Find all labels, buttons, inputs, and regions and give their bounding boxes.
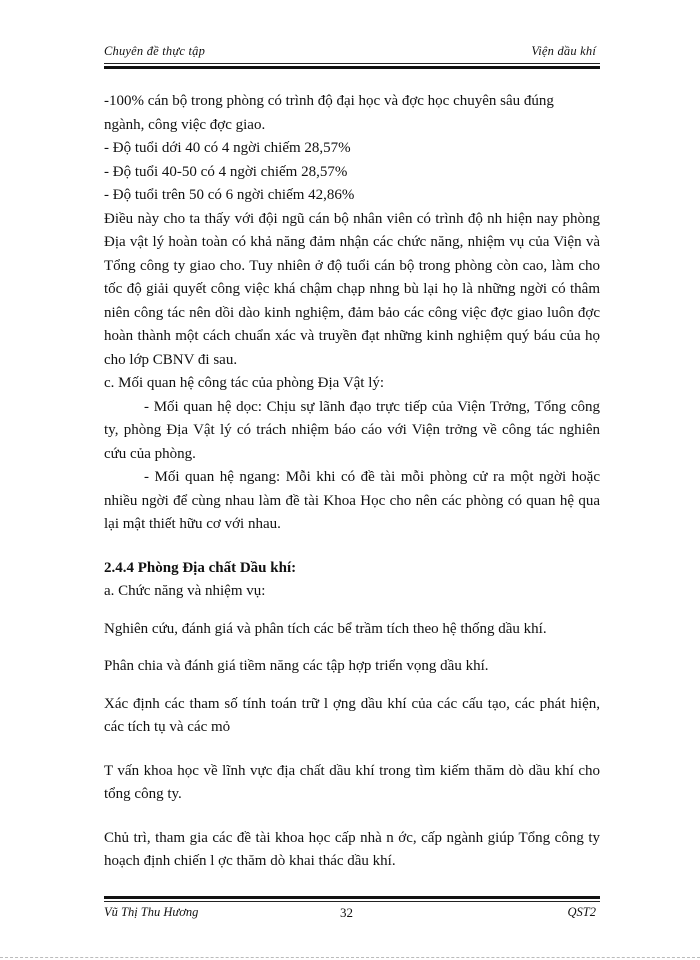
paragraph: Chủ trì, tham gia các đề tài khoa học cấp nhà n ớc, cấp ngành giúp Tổng công ty hoạch định chiến l ợc thăm dò khai thác dầu khí. bbox=[104, 829, 600, 869]
paragraph: Nghiên cứu, đánh giá và phân tích các bể trầm tích theo hệ thống dầu khí. bbox=[104, 620, 547, 637]
paragraph: Điều này cho ta thấy với đội ngũ cán bộ nhân viên có trình độ nh hiện nay phòng Địa vật lý hoàn toàn có khả năng đảm nhận các chức năng, nhiệm vụ của Viện và Tổng công ty giao cho. Tuy nhiên ở độ tuổi cán bộ trong phòng còn cao, làm cho tốc độ giải quyết công việc khá chậm chạp nhng bù lại họ là những ngời có thâm niên công tác nên dồi dào kinh nghiệm, đảm bảo các công việc đợc giao luôn đợc hoàn thành một cách chuẩn xác và truyền đạt những kinh nghiệm quý báu của họ cho lớp CBNV đi sau. bbox=[104, 210, 600, 368]
paragraph: T vấn khoa học về lĩnh vực địa chất dầu khí trong tìm kiếm thăm dò dầu khí cho tổng công ty. bbox=[104, 762, 600, 802]
paragraph: - Mối quan hệ dọc: Chịu sự lãnh đạo trực tiếp của Viện Trởng, Tổng công ty, phòng Địa Vật lý có trách nhiệm báo cáo với Viện trởng về công tác nghiên cứu của phòng. bbox=[104, 398, 600, 462]
subsection-heading: c. Mối quan hệ công tác của phòng Địa Vật lý: bbox=[104, 375, 385, 391]
paragraph: Xác định các tham số tính toán trữ l ợng dầu khí của các cấu tạo, các phát hiện, các tích tụ và các mỏ bbox=[104, 695, 600, 735]
footer-rule-thick bbox=[104, 896, 600, 899]
footer-rule-thin bbox=[104, 901, 600, 902]
page-footer bbox=[104, 905, 600, 923]
paragraph: - Mối quan hệ ngang: Mỗi khi có đề tài mỗi phòng cử ra một ngời hoặc nhiều ngời để cùng nhau làm đề tài Khoa Học cho nên các phòng có quan hệ qua lại mật thiết hữu cơ với nhau. bbox=[104, 469, 600, 532]
paragraph: Phân chia và đánh giá tiềm năng các tập hợp triển vọng dầu khí. bbox=[104, 658, 489, 674]
list-item: - Độ tuổi trên 50 có 6 ngời chiếm 42,86% bbox=[104, 187, 355, 203]
header-right: Viện dầu khí bbox=[531, 44, 596, 58]
list-item: - Độ tuổi dới 40 có 4 ngời chiếm 28,57% bbox=[104, 140, 351, 156]
body-text bbox=[104, 90, 600, 874]
paragraph: -100% cán bộ trong phòng có trình độ đại học và đợc học chuyên sâu đúng bbox=[104, 93, 554, 109]
section-heading: 2.4.4 Phòng Địa chất Dầu khí: bbox=[104, 559, 297, 576]
header-rule-thick bbox=[104, 66, 600, 69]
subsection-heading: a. Chức năng và nhiệm vụ: bbox=[104, 583, 266, 599]
paragraph: ngành, công việc đợc giao. bbox=[104, 116, 266, 133]
page-break-line bbox=[0, 957, 700, 958]
list-item: - Độ tuổi 40-50 có 4 ngời chiếm 28,57% bbox=[104, 163, 348, 180]
footer-code: QST2 bbox=[567, 905, 596, 919]
footer-author: Vũ Thị Thu Hương bbox=[104, 905, 199, 919]
page-header bbox=[104, 44, 600, 60]
header-rule-thin bbox=[104, 63, 600, 64]
header-left: Chuyên đề thực tập bbox=[104, 44, 206, 58]
page-number: 32 bbox=[340, 905, 353, 920]
